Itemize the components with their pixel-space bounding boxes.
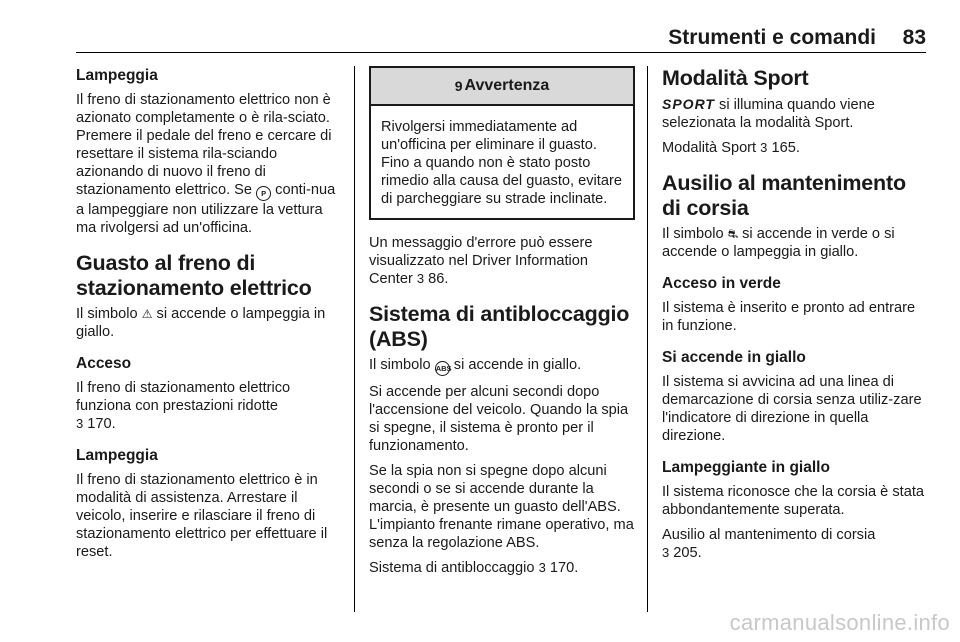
heading-giallo: Si accende in giallo xyxy=(662,349,806,366)
paragraph-abs-1: Si accende per alcuni secondi dopo l'accensione del veicolo. Quando la spia si spegne, il sistema è pronto per il funzionamento. xyxy=(369,384,629,454)
page-ref-link[interactable]: 205. xyxy=(673,545,702,561)
ref-arrow-icon: 3 xyxy=(662,545,670,560)
column-1 xyxy=(76,66,344,568)
page-ref-link[interactable]: 165. xyxy=(771,140,800,156)
paragraph-lampeggia-2: Il freno di stazionamento elettrico è in modalità di assistenza. Arrestare il veicolo, inserire e rilasciare il freno di stazionamento elettrico per effettuare il reset. xyxy=(76,472,328,560)
warning-icon: 9 xyxy=(454,78,463,94)
paragraph-abs-2: Se la spia non si spegne dopo alcuni secondi o se si accende durante la marcia, è presente un guasto dell'ABS. L'impianto frenante rimane operativo, ma senza la regolazione ABS. xyxy=(369,463,634,551)
paragraph-abs-symbol: Il simbolo ABS si accende in giallo. xyxy=(369,356,635,376)
heading-guasto: Guasto al freno di stazionamento elettrico xyxy=(76,251,312,300)
heading-lampeggiante: Lampeggiante in giallo xyxy=(662,459,830,476)
paragraph-lane-ref: Ausilio al mantenimento di corsia 3 205. xyxy=(662,527,876,561)
paragraph-acceso: Il freno di stazionamento elettrico funziona con prestazioni ridotte 3 170. xyxy=(76,380,291,432)
paragraph-verde: Il sistema è inserito e pronto ad entrare in funzione. xyxy=(662,300,916,334)
header-title: Strumenti e comandi xyxy=(668,26,876,49)
paragraph-lane-symbol: Il simbolo ⛐ si accende in verde o si accende o lampeggia in giallo. xyxy=(662,226,895,260)
warning-body: Rivolgersi immediatamente ad un'officina per eliminare il guasto. Fino a quando non è stato posto rimedio alla causa del guasto, evitare di parcheggiare su strade inclinate. xyxy=(381,119,622,207)
ref-arrow-icon: 3 xyxy=(538,560,546,575)
column-3 xyxy=(662,66,930,569)
heading-acceso: Acceso xyxy=(76,355,132,372)
warning-box xyxy=(369,66,635,220)
paragraph-guasto: Il simbolo ⚠ si accende o lampeggia in giallo. xyxy=(76,306,326,340)
page-ref-link[interactable]: 170. xyxy=(549,560,579,576)
abs-icon: ABS xyxy=(435,361,450,376)
heading-sport: Modalità Sport xyxy=(662,66,809,90)
epb-fault-icon: ⚠ xyxy=(141,307,153,321)
paragraph-lampeggia: Il freno di stazionamento elettrico non è azionato completamente o è rila-sciato. Premere il pedale del freno e cercare di resettare il sistema rila-sciando azionando di nuovo il freno di stazionamento elettrico. Se P conti-nua a lampeggiare non utilizzare la vettura ma rivolgersi ad un'officina. xyxy=(76,92,336,236)
page-header xyxy=(76,26,926,52)
ref-arrow-icon: 3 xyxy=(416,271,425,286)
page-number: 83 xyxy=(902,26,926,49)
lane-keep-icon: ⛐ xyxy=(727,227,739,241)
ref-arrow-icon: 3 xyxy=(760,140,768,155)
column-divider-2 xyxy=(647,66,648,612)
watermark: carmanualsonline.info xyxy=(729,610,950,635)
ref-arrow-icon: 3 xyxy=(76,416,84,431)
page-ref-link[interactable]: 170. xyxy=(87,416,116,432)
paragraph-lampeggiante: Il sistema riconosce che la corsia è stata abbondantemente superata. xyxy=(662,484,924,518)
heading-lane: Ausilio al mantenimento di corsia xyxy=(662,171,906,220)
header-rule xyxy=(76,52,926,53)
heading-abs: Sistema di antibloccaggio (ABS) xyxy=(369,302,630,351)
page-ref-link[interactable]: 86. xyxy=(428,271,449,287)
sport-icon: SPORT xyxy=(662,96,715,112)
column-2 xyxy=(369,66,635,584)
paragraph-sport: SPORT si illumina quando viene selezionata la modalità Sport. xyxy=(662,96,875,131)
heading-verde: Acceso in verde xyxy=(662,275,781,292)
paragraph-dic: Un messaggio d'errore può essere visualizzato nel Driver Information Center 3 86. xyxy=(369,235,593,287)
column-divider-1 xyxy=(354,66,355,612)
parking-brake-icon: P xyxy=(256,186,271,201)
paragraph-abs-ref: Sistema di antibloccaggio 3 170. xyxy=(369,560,579,576)
paragraph-giallo: Il sistema si avvicina ad una linea di demarcazione di corsia senza utiliz-zare l'indicatore di direzione in quella direzione. xyxy=(662,374,922,444)
paragraph-sport-ref: Modalità Sport 3 165. xyxy=(662,140,800,156)
heading-lampeggia-2: Lampeggia xyxy=(76,447,158,464)
heading-lampeggia: Lampeggia xyxy=(76,67,158,84)
warning-header: 9 Avvertenza xyxy=(371,68,633,106)
